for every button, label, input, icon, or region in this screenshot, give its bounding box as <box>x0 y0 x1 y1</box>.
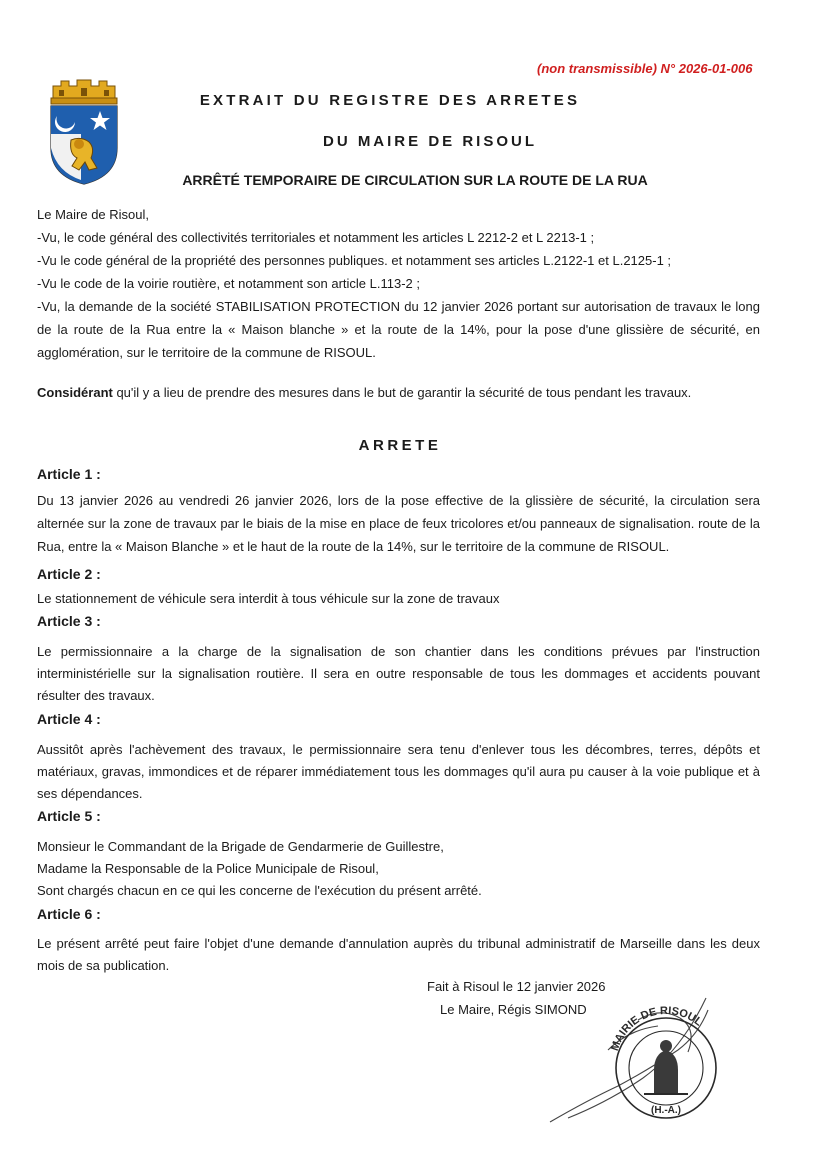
article-5-line-1: Monsieur le Commandant de la Brigade de Gendarmerie de Guillestre, <box>37 839 444 854</box>
mural-crown-icon <box>51 80 117 104</box>
article-1-text: Du 13 janvier 2026 au vendredi 26 janvier 2026, lors de la pose effective de la glissière de sécurité, la circulation sera alternée sur la zone de travaux par le biais de la mise en place de feux tricolores et/ou panneaux de signalisation. route de la Rua, entre la « Maison Blanche » et le haut de la route de la 14%, sur le territoire de la commune de RISOUL. <box>37 493 760 554</box>
header-mayor-title: DU MAIRE DE RISOUL <box>322 133 537 150</box>
article-3-title: Article 3 : <box>37 613 101 629</box>
seal-ring-text: MAIRIE DE RISOUL <box>608 1004 705 1053</box>
signature-signatory: Le Maire, Régis SIMOND <box>440 1002 587 1017</box>
article-6-text: Le présent arrêté peut faire l'objet d'une demande d'annulation auprès du tribunal administratif de Marseille dans les deux mois de sa publication. <box>37 936 760 973</box>
header-register-title: EXTRAIT DU REGISTRE DES ARRETES <box>199 92 581 109</box>
article-5-text <box>37 836 760 902</box>
article-1-title: Article 1 : <box>37 466 101 482</box>
decree-subject: ARRÊTÉ TEMPORAIRE DE CIRCULATION SUR LA ROUTE DE LA RUA <box>182 172 648 188</box>
article-5-line-3: Sont chargés chacun en ce qui les concerne de l'exécution du présent arrêté. <box>37 883 482 898</box>
document-reference-number: (non transmissible) N° 2026-01-006 <box>537 61 753 76</box>
article-2-title: Article 2 : <box>37 566 101 582</box>
preamble-vu-2: -Vu le code général de la propriété des personnes publiques. et notamment ses articles L.2122-1 et L.2125-1 ; <box>37 253 672 268</box>
stamp-seal-icon <box>609 1005 716 1118</box>
seal-bottom-text: (H.-A.) <box>651 1105 681 1116</box>
article-6-title: Article 6 : <box>37 906 101 922</box>
considerant-paragraph <box>37 385 767 400</box>
preamble-intro: Le Maire de Risoul, <box>37 207 149 222</box>
preamble-vu-3: -Vu le code de la voirie routière, et notamment son article L.113-2 ; <box>37 276 420 291</box>
preamble-vu-4: -Vu, la demande de la société STABILISATION PROTECTION du 12 janvier 2026 portant sur autorisation de travaux le long de la route de la Rua entre la « Maison blanche » et la route de la 14%, pour la pose d'une glissière de sécurité, en agglomération, sur le territoire de la commune de RISOUL. <box>37 299 760 360</box>
article-2-text: Le stationnement de véhicule sera interdit à tous véhicule sur la zone de travaux <box>37 591 500 606</box>
signature-place-date: Fait à Risoul le 12 janvier 2026 <box>427 979 606 994</box>
article-3-text: Le permissionnaire a la charge de la signalisation de son chantier dans les conditions prévues par l'instruction interministérielle sur la signalisation routière. Il sera en outre responsable de tous les dommages et accidents pouvant résulter des travaux. <box>37 644 760 703</box>
article-4-text: Aussitôt après l'achèvement des travaux, le permissionnaire sera tenu d'enlever tous les décombres, terres, dépôts et matériaux, gravas, immondices et de réparer immédiatement tous les dommages qu'il aura pu causer à la voie publique et à ses dépendances. <box>37 742 760 801</box>
article-5-title: Article 5 : <box>37 808 101 824</box>
mairie-stamp-and-signature <box>548 990 728 1125</box>
article-5-line-2: Madame la Responsable de la Police Municipale de Risoul, <box>37 861 379 876</box>
arrete-heading: ARRETE <box>358 437 442 454</box>
municipal-coat-of-arms <box>45 78 123 186</box>
article-4-title: Article 4 : <box>37 711 101 727</box>
considerant-text: qu'il y a lieu de prendre des mesures dans le but de garantir la sécurité de tous pendant les travaux. <box>112 385 692 400</box>
preamble-vu-1: -Vu, le code général des collectivités territoriales et notamment les articles L 2212-2 et L 2213-1 ; <box>37 230 595 245</box>
preamble <box>37 203 760 364</box>
considerant-label: Considérant <box>37 385 113 400</box>
